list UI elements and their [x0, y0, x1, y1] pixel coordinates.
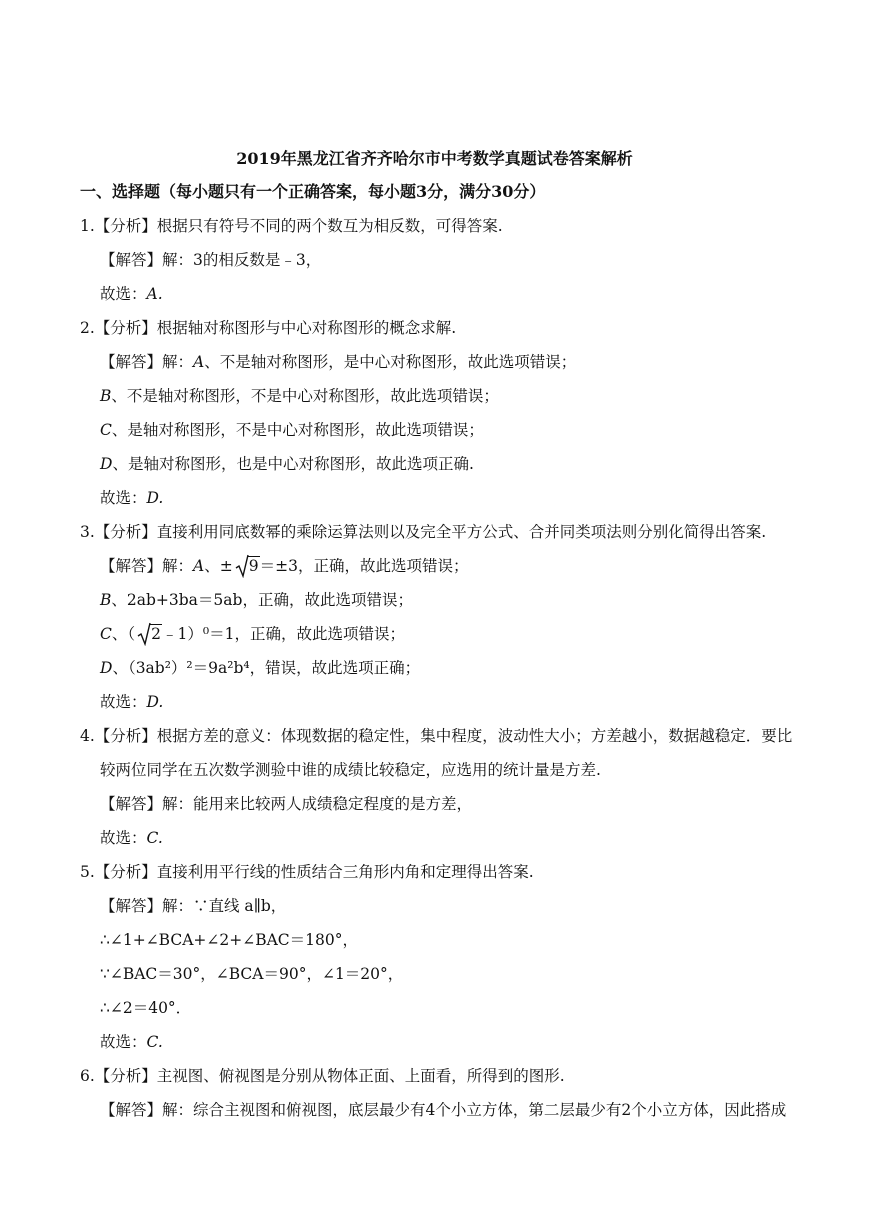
q6-analysis: 6.【分析】主视图、俯视图是分别从物体正面、上面看，所得到的图形. [80, 1067, 565, 1085]
q3-solution-c: C、（ 2﹣1）⁰＝1，正确，故此选项错误； [100, 625, 405, 643]
q5-solution-b: ∴∠1+∠BCA+∠2+∠BAC＝180°， [100, 931, 359, 949]
q1-answer: 故选：A. [100, 285, 163, 303]
sqrt-symbol: 2 [137, 624, 162, 644]
sqrt-symbol: 9 [235, 556, 260, 576]
q5-solution-d: ∴∠2＝40°． [100, 999, 192, 1017]
q2-analysis: 2.【分析】根据轴对称图形与中心对称图形的概念求解. [80, 319, 457, 337]
page-title: 2019年黑龙江省齐齐哈尔市中考数学真题试卷答案解析 [236, 149, 633, 168]
q4-analysis-cont: 较两位同学在五次数学测验中谁的成绩比较稳定，应选用的统计量是方差. [100, 761, 601, 779]
q2-solution-d: D、是轴对称图形，也是中心对称图形，故此选项正确. [100, 455, 474, 473]
q2-solution-b: B、不是轴对称图形，不是中心对称图形，故此选项错误； [100, 387, 499, 405]
q5-analysis: 5.【分析】直接利用平行线的性质结合三角形内角和定理得出答案. [80, 863, 534, 881]
q3-solution-a: 【解答】解：A、± 9＝±3，正确，故此选项错误； [100, 557, 469, 575]
q2-solution-c: C、是轴对称图形，不是中心对称图形，故此选项错误； [100, 421, 484, 439]
q6-solution: 【解答】解：综合主视图和俯视图，底层最少有4个小立方体，第二层最少有2个小立方体，因此搭成 [100, 1101, 787, 1119]
q1-analysis: 1.【分析】根据只有符号不同的两个数互为相反数，可得答案. [80, 217, 503, 235]
q3-solution-d: D、（3ab²）²＝9a²b⁴，错误，故此选项正确； [100, 659, 421, 677]
q1-solution: 【解答】解：3的相反数是﹣3， [100, 251, 322, 269]
q5-solution-a: 【解答】解：∵直线 a∥b， [100, 897, 287, 915]
q2-answer: 故选：D. [100, 489, 164, 507]
q3-analysis: 3.【分析】直接利用同底数幂的乘除运算法则以及完全平方公式、合并同类项法则分别化简得出答案. [80, 523, 767, 541]
q2-solution-a: 【解答】解：A、不是轴对称图形，是中心对称图形，故此选项错误； [100, 353, 577, 371]
q3-solution-b: B、2ab+3ba＝5ab，正确，故此选项错误； [100, 591, 413, 609]
q4-solution: 【解答】解：能用来比较两人成绩稳定程度的是方差， [100, 795, 473, 813]
section-heading: 一、选择题（每小题只有一个正确答案，每小题3分，满分30分） [80, 182, 546, 201]
q4-analysis: 4.【分析】根据方差的意义：体现数据的稳定性，集中程度，波动性大小；方差越小，数据越稳定．要比 [80, 727, 793, 745]
q3-answer: 故选：D. [100, 693, 164, 711]
q5-answer: 故选：C. [100, 1033, 163, 1051]
q5-solution-c: ∵∠BAC＝30°，∠BCA＝90°，∠1＝20°， [100, 965, 404, 983]
q4-answer: 故选：C. [100, 829, 163, 847]
